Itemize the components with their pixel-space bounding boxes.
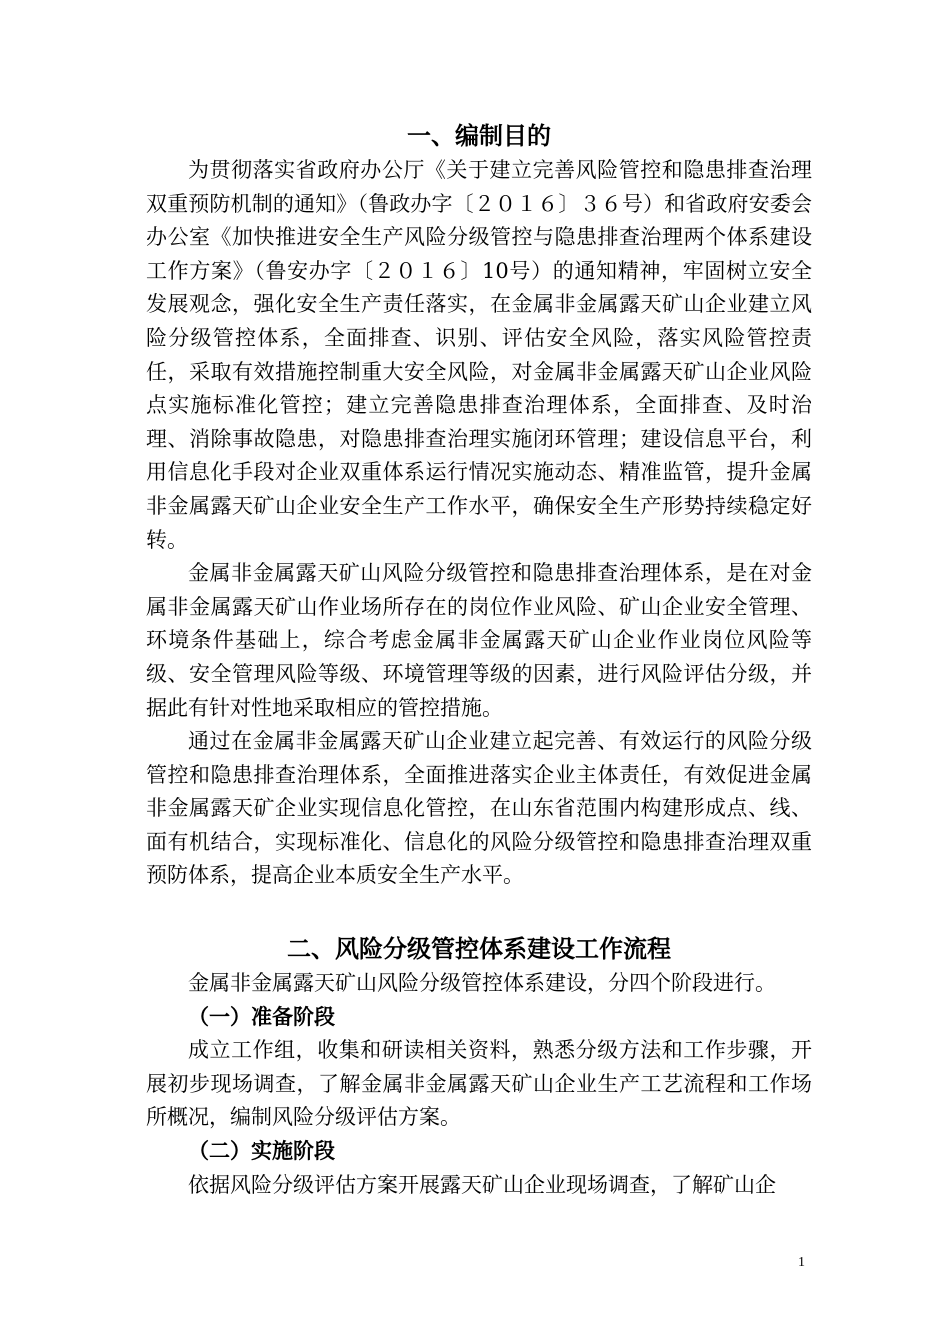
paragraph-purpose-1: 为贯彻落实省政府办公厅《关于建立完善风险管控和隐患排查治理双重预防机制的通知》（鲁政办字〔２０１６〕３６号）和省政府安委会办公室《加快推进安全生产风险分级管控与隐患排查治理两个体系建设工作方案》（鲁安办字〔２０１６〕10号）的通知精神，牢固树立安全发展观念，强化安全生产责任落实，在金属非金属露天矿山企业建立风险分级管控体系，全面排查、识别、评估安全风险，落实风险管控责任，采取有效措施控制重大安全风险，对金属非金属露天矿山企业风险点实施标准化管控；建立完善隐患排查治理体系，全面排查、及时治理、消除事故隐患，对隐患排查治理实施闭环管理；建设信息平台，利用信息化手段对企业双重体系运行情况实施动态、精准监管，提升金属非金属露天矿山企业安全生产工作水平，确保安全生产形势持续稳定好转。 — [146, 158, 812, 552]
paragraph-preparation: 成立工作组，收集和研读相关资料，熟悉分级方法和工作步骤，开展初步现场调查，了解金属非金属露天矿山企业生产工艺流程和工作场所概况，编制风险分级评估方案。 — [146, 1038, 812, 1130]
paragraph-purpose-3: 通过在金属非金属露天矿山企业建立起完善、有效运行的风险分级管控和隐患排查治理体系，全面推进落实企业主体责任，有效促进金属非金属露天矿企业实现信息化管控，在山东省范围内构建形成点、线、面有机结合，实现标准化、信息化的风险分级管控和隐患排查治理双重预防体系，提高企业本质安全生产水平。 — [146, 729, 812, 888]
page-number: 1 — [798, 1255, 805, 1270]
subsection-heading-preparation: （一）准备阶段 — [188, 1004, 335, 1029]
paragraph-implementation: 依据风险分级评估方案开展露天矿山企业现场调查，了解矿山企 — [188, 1172, 776, 1197]
section-heading-workflow: 二、风险分级管控体系建设工作流程 — [287, 935, 671, 964]
paragraph-workflow-intro: 金属非金属露天矿山风险分级管控体系建设，分四个阶段进行。 — [188, 971, 776, 996]
subsection-heading-implementation: （二）实施阶段 — [188, 1139, 335, 1164]
section-heading-purpose: 一、编制目的 — [407, 122, 551, 150]
document-body — [146, 118, 812, 1202]
paragraph-purpose-2: 金属非金属露天矿山风险分级管控和隐患排查治理体系，是在对金属非金属露天矿山作业场所存在的岗位作业风险、矿山企业安全管理、环境条件基础上，综合考虑金属非金属露天矿山企业作业岗位风险等级、安全管理风险等级、环境管理等级的因素，进行风险评估分级，并据此有针对性地采取相应的管控措施。 — [146, 561, 812, 720]
